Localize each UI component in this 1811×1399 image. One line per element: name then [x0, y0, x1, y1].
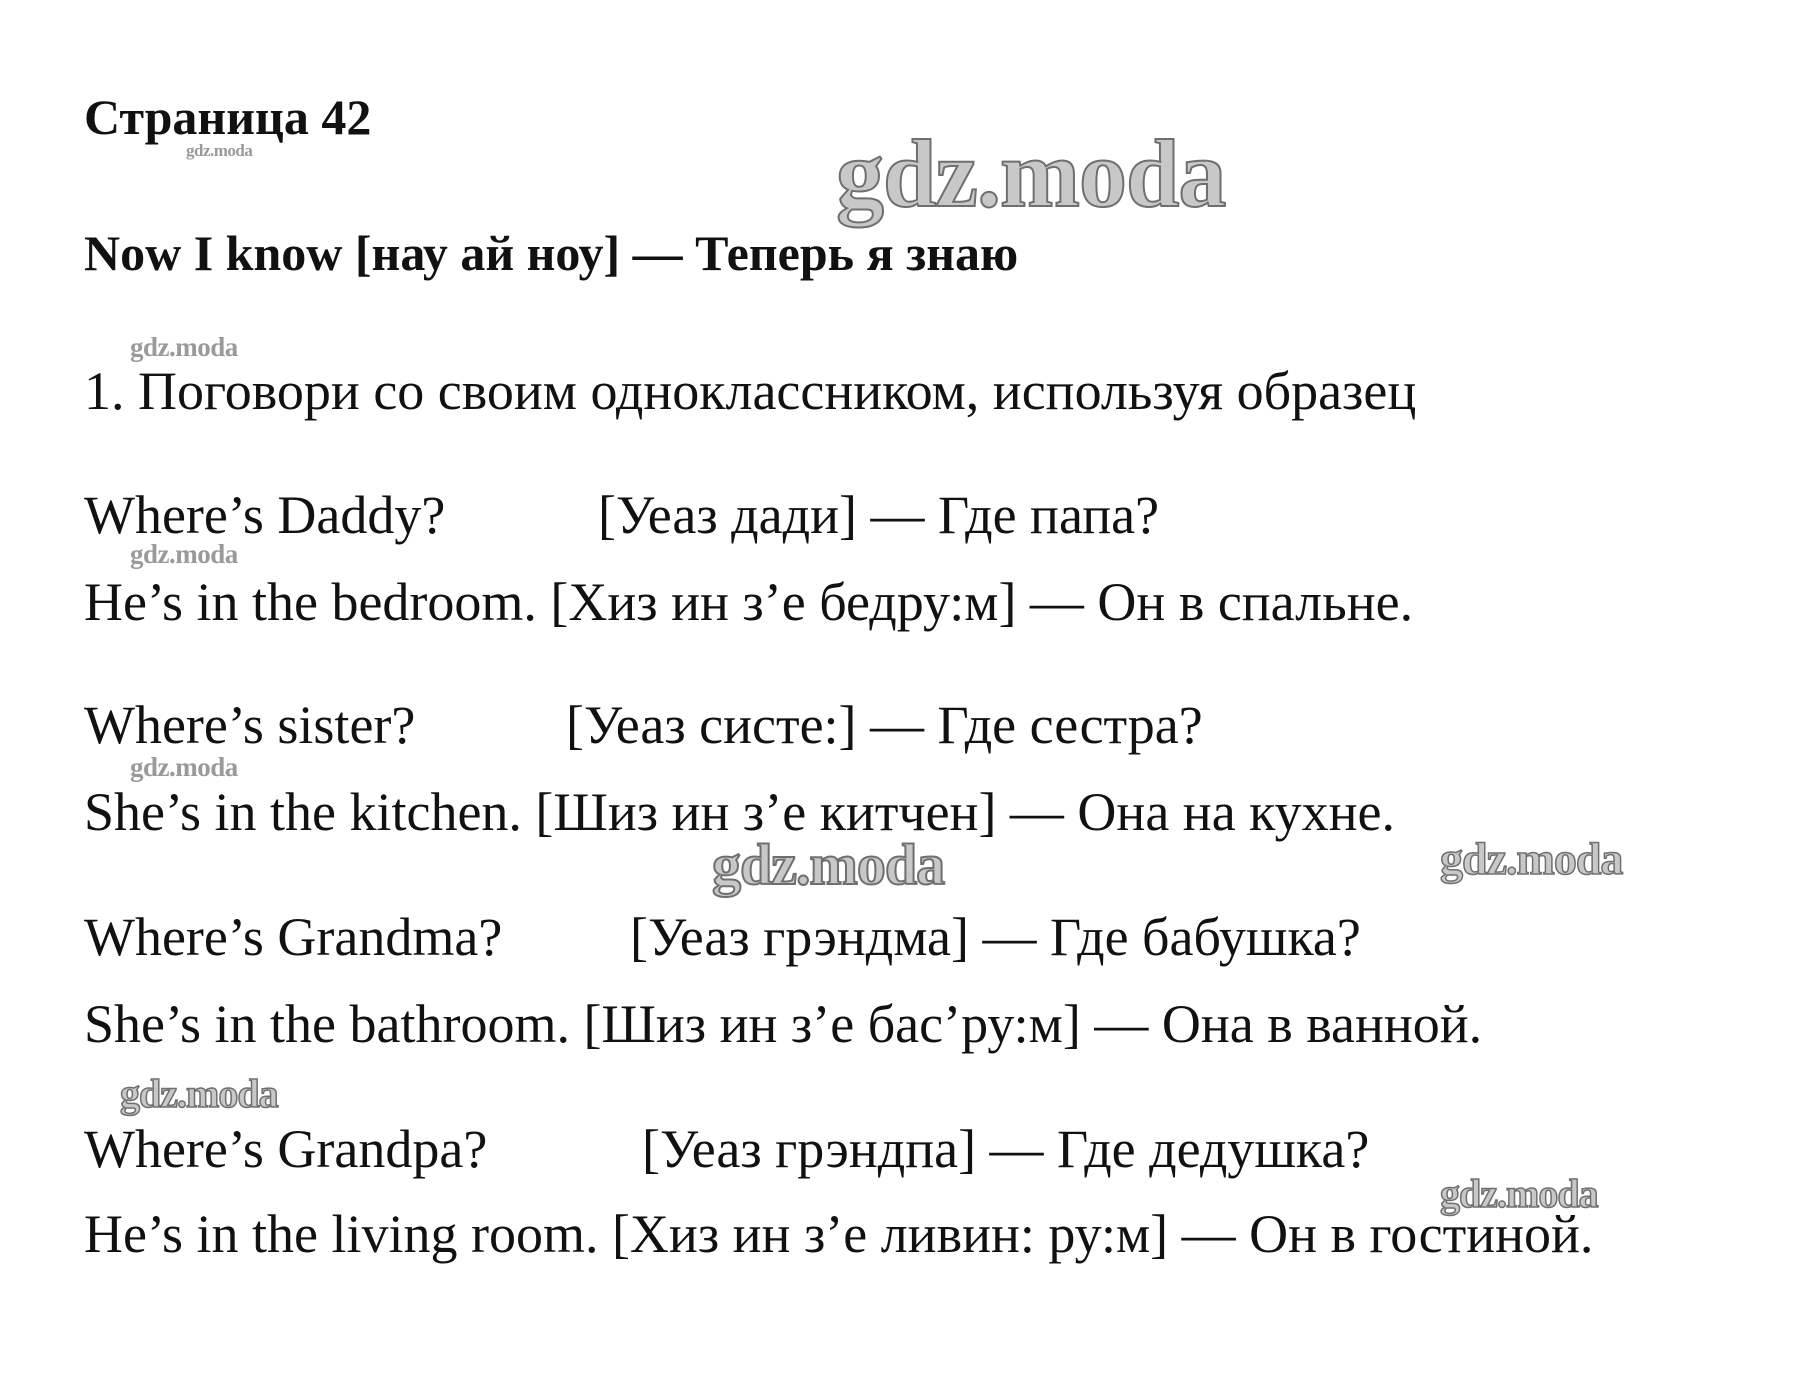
- watermark-small: gdz.moda: [130, 332, 238, 362]
- dialogue-answer-3: She’s in the bathroom. [Шиз ин з’е бас’ру:м] — Она в ванной.: [84, 994, 1483, 1054]
- watermark-large: gdz.moda: [712, 832, 945, 897]
- dialogue-question-2: [84, 695, 416, 755]
- watermark-small: gdz.moda: [130, 752, 238, 782]
- watermark-large: gdz.moda: [836, 120, 1226, 227]
- dialogue-question-4: [84, 1119, 488, 1179]
- question-translation-1: [Уеаз дади] — Где папа?: [598, 485, 1160, 545]
- question-text: Where’s Grandpa?: [84, 1119, 488, 1179]
- dialogue-question-1: [84, 485, 446, 545]
- page-title: Страница 42: [84, 89, 372, 145]
- question-text: Where’s Daddy?: [84, 485, 446, 545]
- watermark-medium: gdz.moda: [120, 1071, 278, 1116]
- question-translation-4: [Уеаз грэндпа] — Где дедушка?: [642, 1119, 1370, 1179]
- question-text: Where’s sister?: [84, 695, 416, 755]
- task-instruction: 1. Поговори со своим одноклассником, используя образец: [84, 361, 1417, 421]
- dialogue-question-3: [84, 907, 503, 967]
- watermark-small: gdz.moda: [130, 539, 238, 569]
- question-translation-3: [Уеаз грэндма] — Где бабушка?: [630, 907, 1361, 967]
- watermark-medium: gdz.moda: [1440, 1171, 1598, 1216]
- section-title: Now I know [нау ай ноу] — Теперь я знаю: [84, 225, 1019, 281]
- watermark-large: gdz.moda: [1440, 833, 1623, 884]
- question-translation-2: [Уеаз систе:] — Где сестра?: [566, 695, 1203, 755]
- dialogue-answer-4: He’s in the living room. [Хиз ин з’е ливин: ру:м] — Он в гостиной.: [84, 1204, 1594, 1264]
- dialogue-answer-2: She’s in the kitchen. [Шиз ин з’е китчен] — Она на кухне.: [84, 782, 1396, 842]
- question-text: Where’s Grandma?: [84, 907, 503, 967]
- dialogue-answer-1: He’s in the bedroom. [Хиз ин з’е бедру:м] — Он в спальне.: [84, 572, 1414, 632]
- watermark-small: gdz.moda: [186, 141, 253, 160]
